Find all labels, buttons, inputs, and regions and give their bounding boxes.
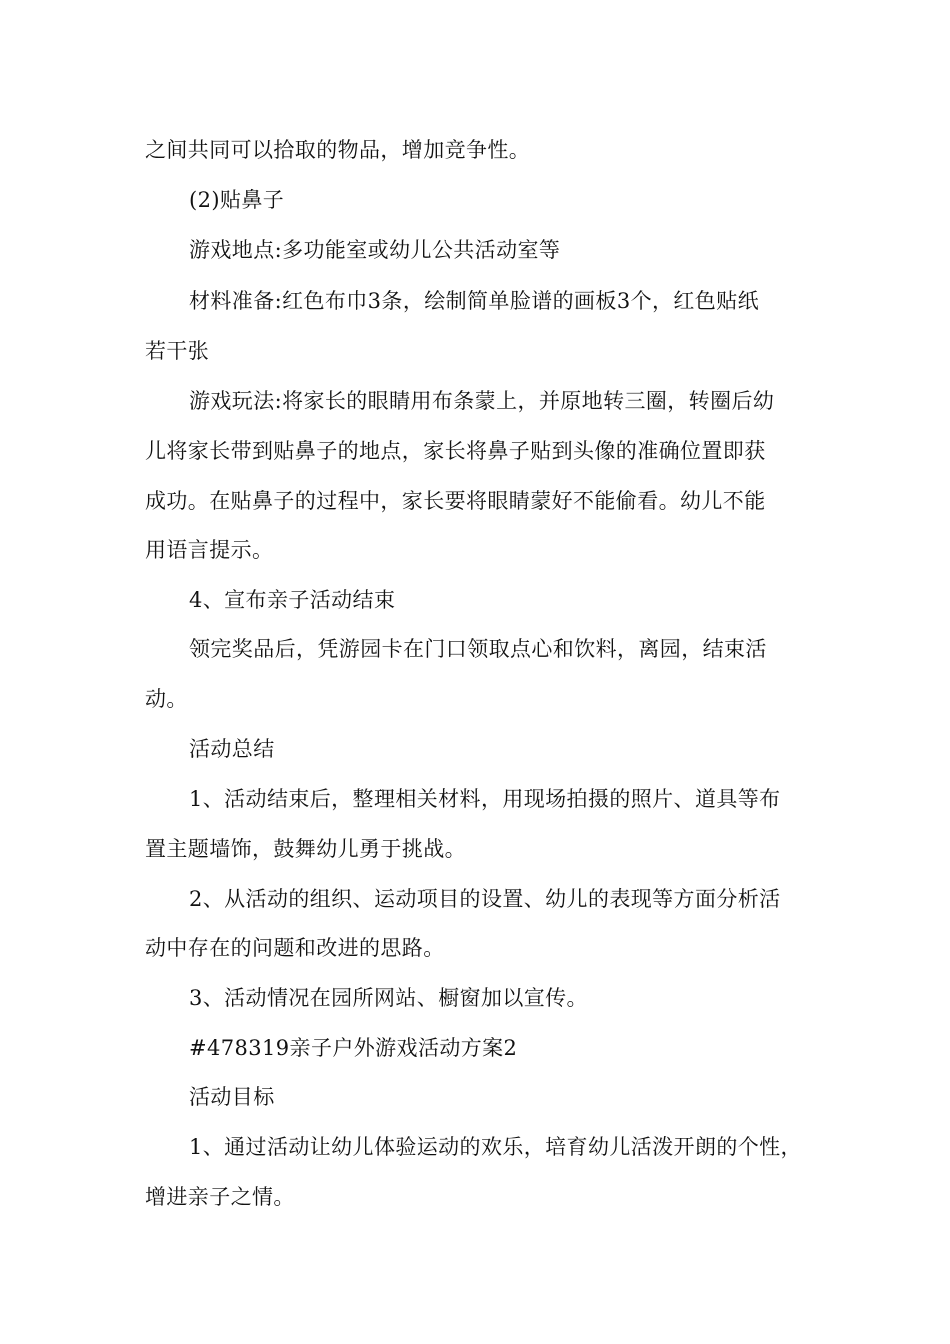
text-line: 1、活动结束后，整理相关材料，用现场拍摄的照片、道具等布: [189, 787, 781, 811]
text-line: 成功。在贴鼻子的过程中，家长要将眼睛蒙好不能偷看。幼儿不能: [145, 489, 766, 513]
text-line: 游戏地点:多功能室或幼儿公共活动室等: [189, 238, 561, 262]
text-line: 儿将家长带到贴鼻子的地点，家长将鼻子贴到头像的准确位置即获: [145, 439, 766, 463]
text-line: 若干张: [145, 339, 210, 363]
section-heading: 4、宣布亲子活动结束: [189, 588, 396, 612]
text-line: 动。: [145, 687, 188, 711]
text-line: 用语言提示。: [145, 538, 274, 562]
text-line: 游戏玩法:将家长的眼睛用布条蒙上，并原地转三圈，转圈后幼: [189, 389, 775, 413]
document-title: #478319亲子户外游戏活动方案2: [189, 1036, 518, 1060]
section-heading: 活动总结: [189, 737, 275, 761]
text-line: 之间共同可以拾取的物品，增加竞争性。: [145, 138, 531, 162]
text-line: 增进亲子之情。: [145, 1185, 295, 1209]
text-line: 1、通过活动让幼儿体验运动的欢乐，培育幼儿活泼开朗的个性，: [189, 1135, 802, 1159]
text-line: 置主题墙饰，鼓舞幼儿勇于挑战。: [145, 837, 466, 861]
text-line: 3、活动情况在园所网站、橱窗加以宣传。: [189, 986, 588, 1010]
text-line: 2、从活动的组织、运动项目的设置、幼儿的表现等方面分析活: [189, 887, 781, 911]
text-line: 材料准备:红色布巾3条，绘制简单脸谱的画板3个，红色贴纸: [189, 289, 759, 313]
text-line: 领完奖品后，凭游园卡在门口领取点心和饮料，离园，结束活: [189, 637, 767, 661]
section-heading: 活动目标: [189, 1085, 275, 1109]
text-line: 动中存在的问题和改进的思路。: [145, 936, 445, 960]
subsection-heading: (2)贴鼻子: [189, 188, 285, 212]
